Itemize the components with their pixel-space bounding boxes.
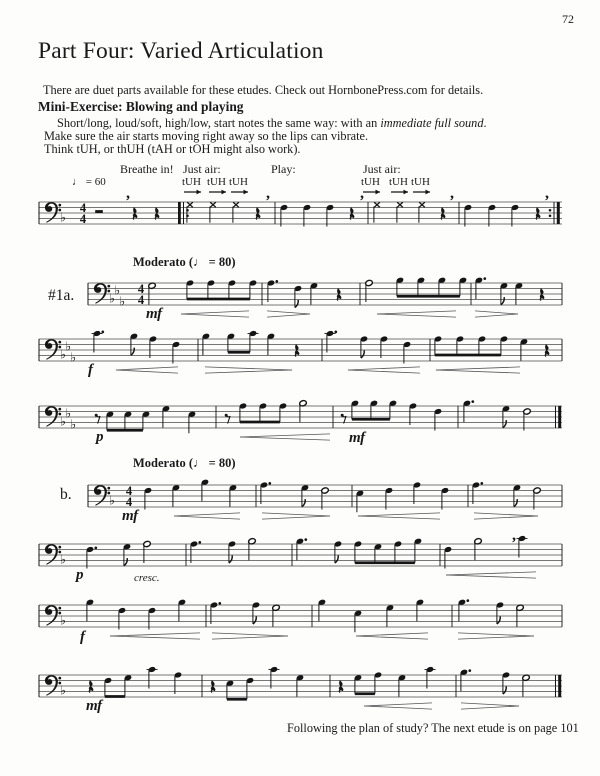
instruction-line-1-end: .: [483, 116, 487, 130]
instruction-line-1-italic: immediate full sound: [380, 116, 484, 130]
duet-note: There are duet parts available for these etudes. Check out HornbonePress.com for details.: [43, 83, 484, 97]
svg-text:♭: ♭: [60, 346, 66, 362]
svg-text:♭: ♭: [60, 682, 66, 698]
svg-text:♭: ♭: [70, 349, 77, 365]
svg-text:♭: ♭: [65, 338, 72, 354]
svg-text:♭: ♭: [60, 612, 66, 628]
moderato-marking-b: Moderato (♩ = 80): [133, 456, 236, 470]
instruction-line-1-normal: Short/long, loud/soft, high/low, start notes the same way: with an: [57, 116, 381, 130]
svg-text:♭: ♭: [70, 416, 77, 432]
etude-label-1a: #1a.: [48, 287, 75, 304]
svg-text:♭: ♭: [60, 209, 66, 225]
svg-text:,: ,: [545, 185, 549, 202]
staff-system-7: [39, 599, 562, 639]
dynamic-mf: mf: [122, 508, 138, 524]
dynamic-p: p: [76, 567, 83, 583]
instruction-line-3: Think tUH, or thUH (tAH or tOH might also work).: [44, 142, 301, 156]
svg-text:♭: ♭: [65, 405, 72, 421]
svg-text:,: ,: [450, 185, 454, 202]
svg-text:4: 4: [79, 200, 87, 215]
dynamic-f: f: [88, 362, 93, 378]
breathe-label: Breathe in!: [120, 162, 174, 176]
tuh-syllable: tUH: [182, 176, 201, 188]
tuh-syllable: tUH: [207, 176, 226, 188]
moderato-marking-1a: Moderato (♩ = 80): [133, 255, 236, 269]
tuh-syllable: tUH: [389, 176, 408, 188]
svg-text:4: 4: [125, 495, 133, 510]
svg-text:4: 4: [137, 293, 145, 308]
tuh-arrows: [184, 190, 430, 195]
dynamic-mf: mf: [146, 306, 162, 322]
dynamic-mf: mf: [86, 698, 102, 714]
tempo-marking-60: ♩ = 60: [72, 176, 106, 188]
tuh-syllable: tUH: [361, 176, 380, 188]
staff-system-4: [39, 400, 562, 440]
just-air-label-2: Just air:: [363, 162, 401, 176]
svg-text:♭: ♭: [119, 293, 126, 309]
footer-note: Following the plan of study? The next etude is on page 101: [287, 721, 579, 735]
exercise-heading: Mini-Exercise: Blowing and playing: [38, 99, 244, 114]
svg-text:4: 4: [125, 483, 133, 498]
instruction-line-2: Make sure the air starts moving right away so the lips can vibrate.: [44, 129, 369, 143]
svg-text:,: ,: [126, 185, 130, 202]
tuh-syllable: tUH: [411, 176, 430, 188]
staff-system-6: [39, 527, 562, 578]
dynamic-mf: mf: [349, 430, 365, 446]
svg-text:,: ,: [512, 527, 516, 544]
staff-system-5: [88, 479, 562, 519]
staff-system-1: [39, 185, 562, 227]
just-air-label-1: Just air:: [183, 162, 221, 176]
page-number: 72: [562, 12, 574, 26]
svg-text:♭: ♭: [109, 492, 115, 508]
svg-text:,: ,: [266, 185, 270, 202]
staff-system-3: [39, 330, 562, 373]
dynamic-p: p: [96, 429, 103, 445]
tuh-syllable: tUH: [229, 176, 248, 188]
svg-text:,: ,: [360, 185, 364, 202]
svg-text:♭: ♭: [60, 551, 66, 567]
play-label: Play:: [271, 162, 296, 176]
svg-text:4: 4: [79, 212, 87, 227]
svg-text:4: 4: [137, 281, 145, 296]
etude-label-b: b.: [60, 486, 72, 503]
svg-text:♭: ♭: [114, 282, 121, 298]
dynamic-f: f: [80, 629, 85, 645]
svg-text:♭: ♭: [60, 413, 66, 429]
svg-text:♭: ♭: [109, 290, 115, 306]
cresc-label: cresc.: [134, 572, 160, 584]
staff-system-8: [39, 666, 562, 709]
page-title: Part Four: Varied Articulation: [38, 38, 324, 64]
